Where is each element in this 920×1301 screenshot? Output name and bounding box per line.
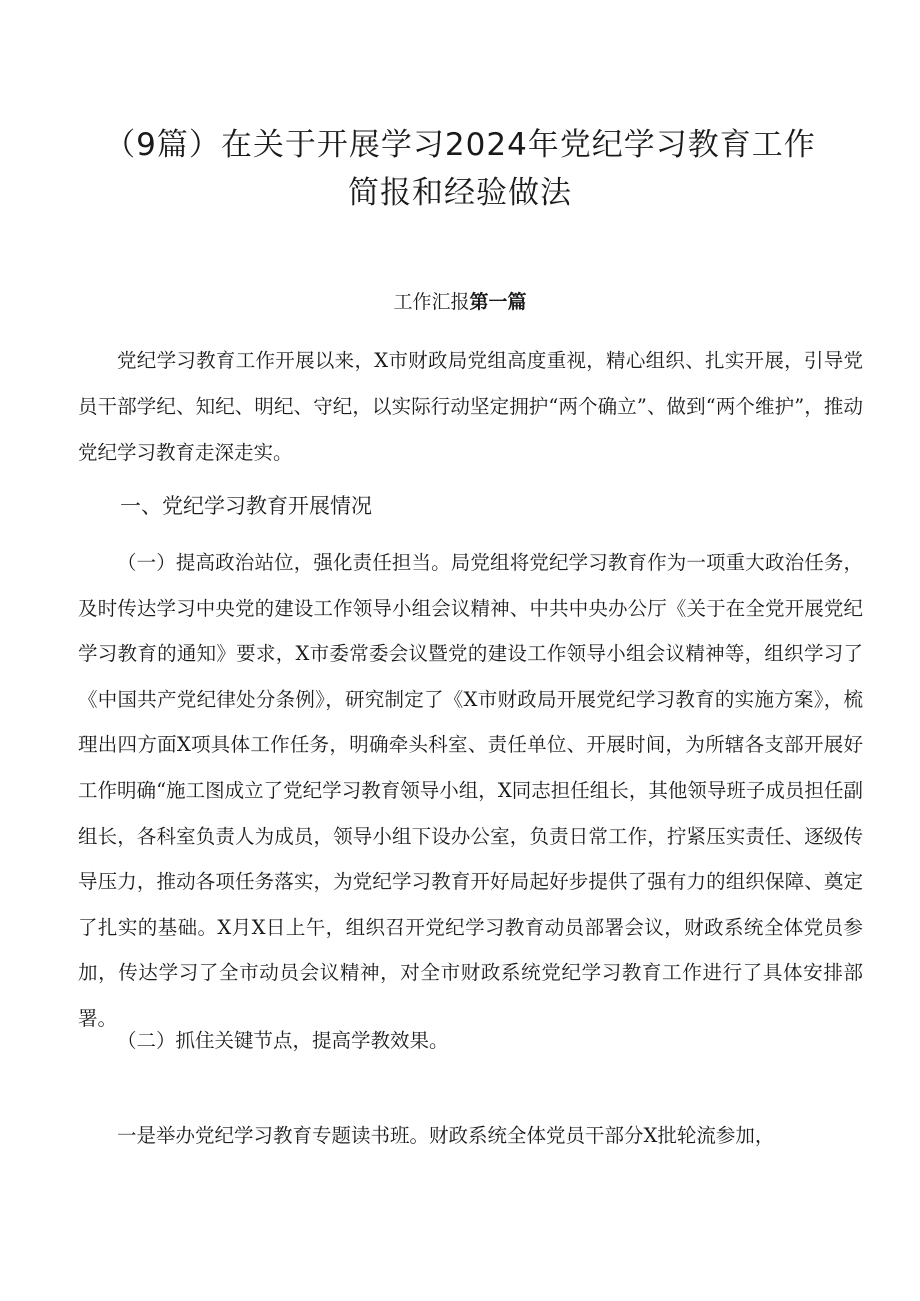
subtitle-chapter: 第一篇 <box>469 291 527 313</box>
body-paragraph-2: （二）抓住关键节点，提高学教效果。 <box>117 1029 449 1052</box>
section-subtitle <box>0 287 920 317</box>
intro-paragraph: 党纪学习教育工作开展以来，X市财政局党组高度重视，精心组织、扎实开展，引导党员干部学纪、知纪、明纪、守纪，以实际行动坚定拥护“两个确立”、做到“两个维护”，推动党纪学习教育走深走实。 <box>78 349 863 465</box>
body-paragraph-3: 一是举办党纪学习教育专题读书班。财政系统全体党员干部分X批轮流参加， <box>117 1124 775 1147</box>
document-title-line-2: 简报和经验做法 <box>348 175 572 211</box>
body-paragraph-1: （一）提高政治站位，强化责任担当。局党组将党纪学习教育作为一项重大政治任务，及时传达学习中央党的建设工作领导小组会议精神、中共中央办公厅《关于在全党开展党纪学习教育的通知》要求，X市委常委会议暨党的建设工作领导小组会议精神等，组织学习了《中国共产党纪律处分条例》，研究制定了《X市财政局开展党纪学习教育的实施方案》，梳理出四方面X项具体工作任务，明确牵头科室、责任单位、开展时间，为所辖各支部开展好工作明确“施工图成立了党纪学习教育领导小组，X同志担任组长，其他领导班子成员担任副组长，各科室负责人为成员，领导小组下设办公室，负责日常工作，拧紧压实责任、逐级传导压力，推动各项任务落实，为党纪学习教育开好局起好步提供了强有力的组织保障、奠定了扎实的基础。X月X日上午，组织召开党纪学习教育动员部署会议，财政系统全体党员参加，传达学习了全市动员会议精神，对全市财政系统党纪学习教育工作进行了具体安排部署。 <box>78 551 863 1030</box>
section-heading: 一、党纪学习教育开展情况 <box>120 494 372 518</box>
document-title-line-1: （9篇）在关于开展学习2024年党纪学习教育工作 <box>104 127 816 163</box>
subtitle-prefix: 工作汇报 <box>393 291 470 313</box>
